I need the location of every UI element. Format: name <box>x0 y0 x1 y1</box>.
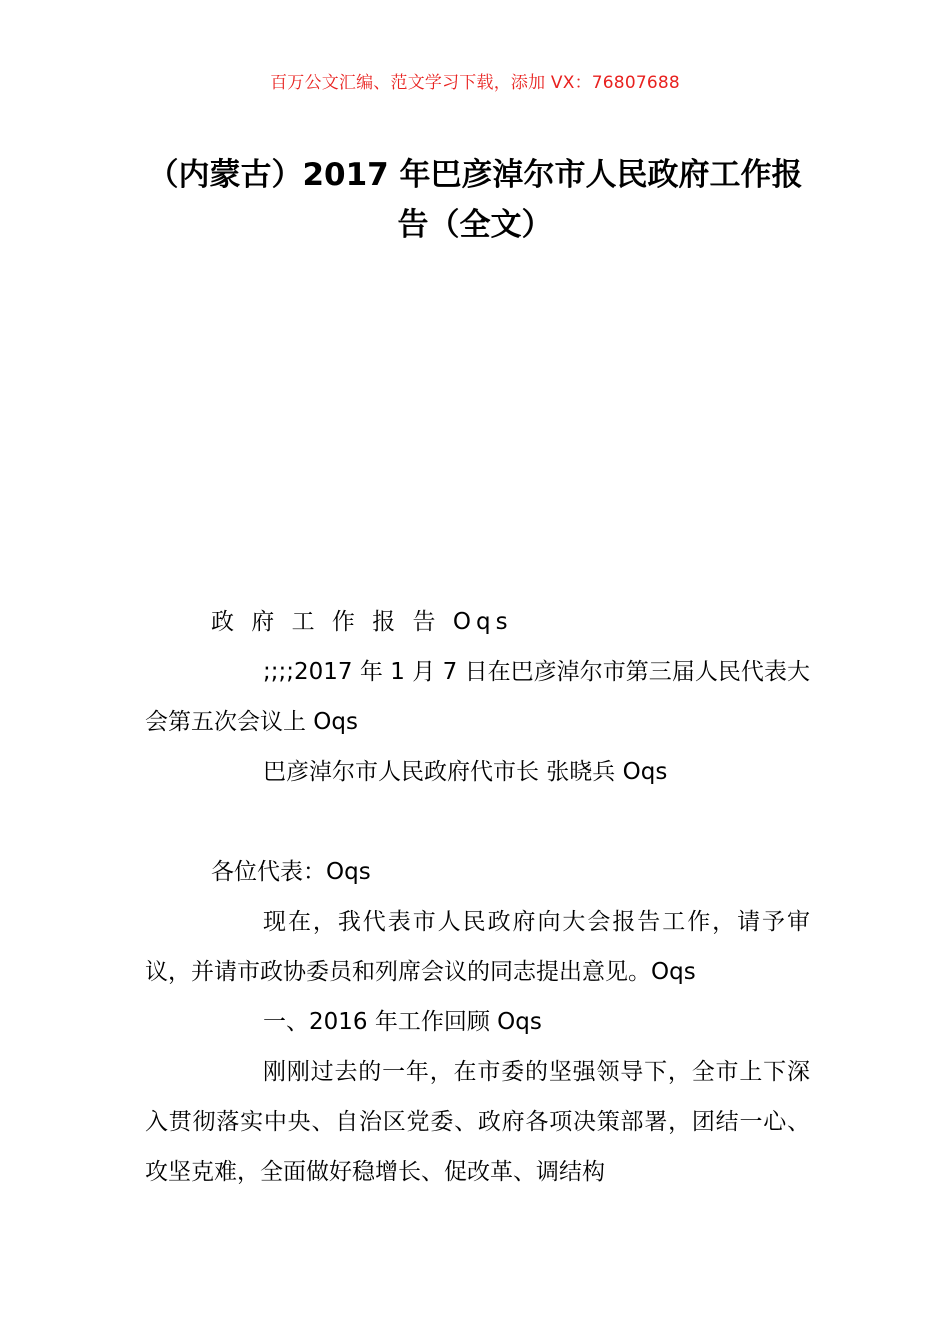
meeting-line: ;;;;2017 年 1 月 7 日在巴彦淖尔市第三届人民代表大会第五次会议上 Oqs <box>145 659 810 735</box>
blank-line <box>145 797 810 847</box>
section-heading: 一、2016 年工作回顾 Oqs <box>263 1009 542 1035</box>
salutation: 各位代表：Oqs <box>211 859 371 885</box>
intro-paragraph: 现在，我代表市人民政府向大会报告工作，请予审议，并请市政协委员和列席会议的同志提出意见。Oqs <box>145 909 810 985</box>
report-heading: 政 府 工 作 报 告 Oqs <box>211 609 513 635</box>
header-promo-note: 百万公文汇编、范文学习下载，添加 VX：76807688 <box>270 73 680 93</box>
speaker-line: 巴彦淖尔市人民政府代市长 张晓兵 Oqs <box>263 759 668 785</box>
document-title: （内蒙古）2017 年巴彦淖尔市人民政府工作报告（全文） <box>147 157 803 243</box>
section-paragraph: 刚刚过去的一年，在市委的坚强领导下，全市上下深入贯彻落实中央、自治区党委、政府各项决策部署，团结一心、攻坚克难，全面做好稳增长、促改革、调结构 <box>145 1059 810 1185</box>
document-body <box>145 597 810 1197</box>
